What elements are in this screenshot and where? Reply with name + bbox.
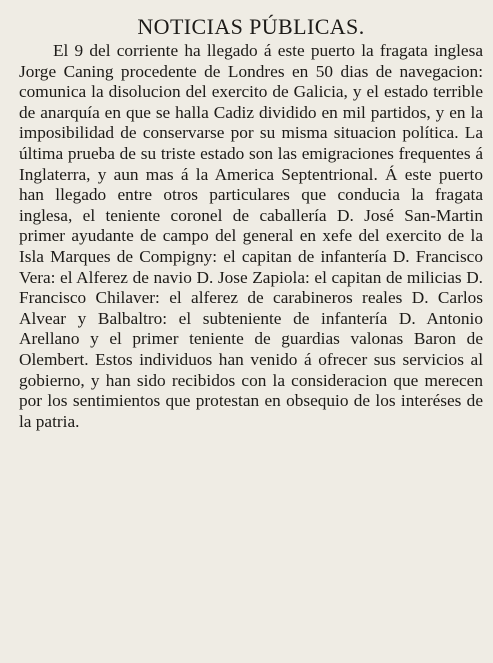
section-heading: NOTICIAS PÚBLICAS. <box>137 14 365 39</box>
article-body: El 9 del corriente ha llegado á este puerto la fragata inglesa Jorge Caning procedente de Londres en 50 dias de navegacion: comunica la disolucion del exercito de Galicia, y el estado terrible de anarquía en que se halla Cadiz dividido en mil partidos, y en la imposibilidad de conservarse por su misma situacion política. La última prueba de su triste estado son las emigraciones frequentes á Inglaterra, y aun mas á la America Septentrional. Á este puerto han llegado entre otros particulares que conducia la fragata inglesa, el teniente coronel de caballería D. José San-Martin primer ayudante de campo del general en xefe del exercito de la Isla Marques de Compigny: el capitan de infantería D. Francisco Vera: el Alferez de navio D. Jose Zapiola: el capitan de milicias D. Francisco Chilaver: el alferez de carabineros reales D. Carlos Alvear y Balbaltro: el subteniente de infantería D. Antonio Arellano y el primer teniente de guardias valonas Baron de Olembert. Estos individuos han venido á ofrecer sus servicios al gobierno, y han sido recibidos con la consideracion que merecen por los sentimientos que protestan en obsequio de los interéses de la patria. <box>19 41 483 431</box>
